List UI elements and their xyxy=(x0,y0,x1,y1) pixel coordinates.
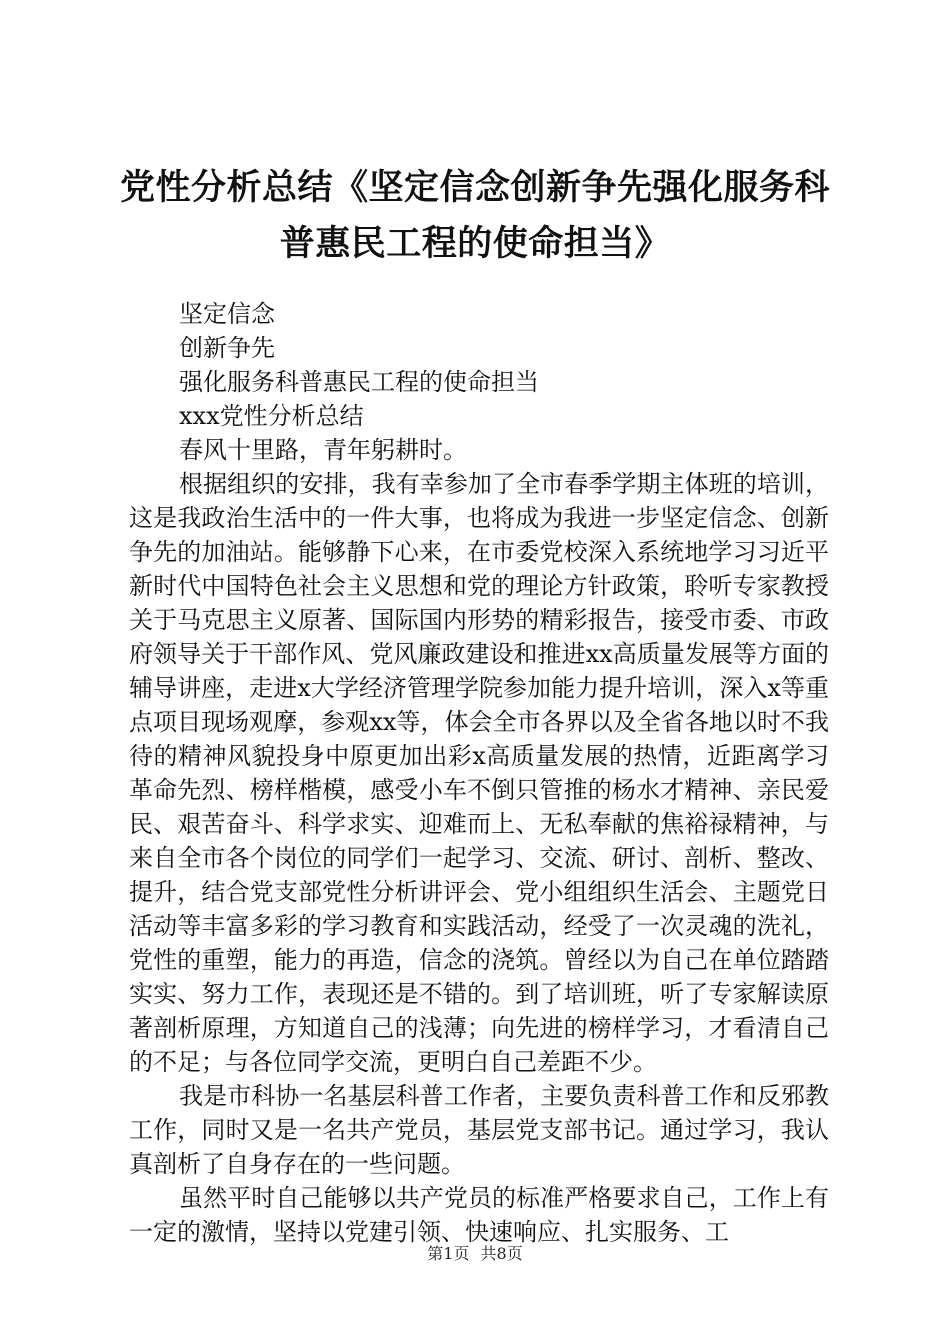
body-paragraph: 虽然平时自己能够以共产党员的标准严格要求自己，工作上有一定的激情，坚持以党建引领、快速响应、扎实服务、工 xyxy=(129,1184,829,1246)
page-total: 共8页 xyxy=(480,1244,523,1263)
document-title: 党性分析总结《坚定信念创新争先强化服务科普惠民工程的使命担当》 xyxy=(120,167,831,264)
opening-line: 春风十里路，青年躬耕时。 xyxy=(179,436,467,464)
heading-line: 强化服务科普惠民工程的使命担当 xyxy=(179,368,539,396)
document-body xyxy=(129,297,829,1249)
heading-line: 创新争先 xyxy=(179,334,275,362)
author-line: xxx党性分析总结 xyxy=(179,402,364,430)
body-paragraph: 根据组织的安排，我有幸参加了全市春季学期主体班的培训，这是我政治生活中的一件大事，也将成为我进一步坚定信念、创新争先的加油站。能够静下心来，在市委党校深入系统地学习习近平新时代中国特色社会主义思想和党的理论方针政策，聆听专家教授关于马克思主义原著、国际国内形势的精彩报告，接受市委、市政府领导关于干部作风、党风廉政建设和推进xx高质量发展等方面的辅导讲座，走进x大学经济管理学院参加能力提升培训，深入x等重点项目现场观摩，参观xx等，体会全市各界以及全省各地以时不我待的精神风貌投身中原更加出彩x高质量发展的热情，近距离学习革命先烈、榜样楷模，感受小车不倒只管推的杨水才精神、亲民爱民、艰苦奋斗、科学求实、迎难而上、无私奉献的焦裕禄精神，与来自全市各个岗位的同学们一起学习、交流、研讨、剖析、整改、提升，结合党支部党性分析讲评会、党小组组织生活会、主题党日活动等丰富多彩的学习教育和实践活动，经受了一次灵魂的洗礼，党性的重塑，能力的再造，信念的浇筑。曾经以为自己在单位踏踏实实、努力工作，表现还是不错的。到了培训班，听了专家解读原著剖析原理，方知道自己的浅薄；向先进的榜样学习，才看清自己的不足；与各位同学交流，更明白自己差距不少。 xyxy=(129,470,829,1076)
page-number: 第1页 xyxy=(427,1244,470,1263)
heading-line: 坚定信念 xyxy=(179,300,275,328)
body-paragraph: 我是市科协一名基层科普工作者，主要负责科普工作和反邪教工作，同时又是一名共产党员，基层党支部书记。通过学习，我认真剖析了自身存在的一些问题。 xyxy=(129,1082,829,1178)
page-footer xyxy=(0,1244,950,1264)
